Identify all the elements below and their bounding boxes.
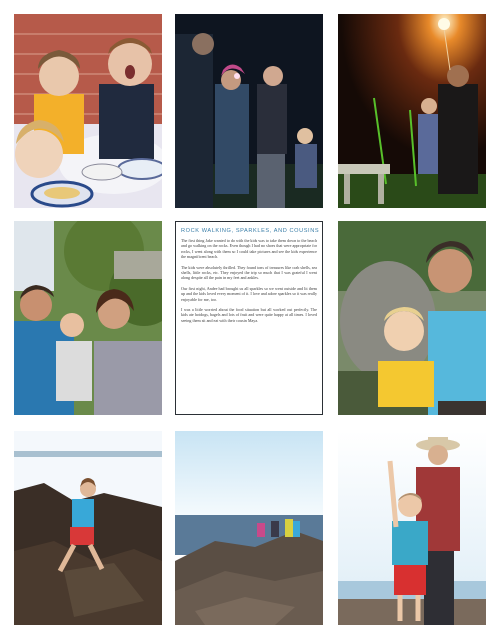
- journal-paragraph: Our first night, Andee had brought us all sparkles so we went outside and lit them up and the kids loved every moment of it. I love and adore sparkles so it was really enjoyable for me, too.: [181, 285, 317, 302]
- photo-kids-spaghetti: [14, 14, 162, 208]
- photo-sparkler-group: [175, 14, 323, 208]
- photo-beach-rocks: [175, 431, 323, 625]
- photo-sparkler-light: [338, 14, 486, 208]
- journal-paragraph: I was a little worried about the food situation but all worked out perfectly. The kids ate hotdogs, bagels and lots of fruit and were quite happy at all times. I loved seeing them sit and eat with their cousin Maya.: [181, 307, 317, 323]
- photo-boy-pointing: [338, 431, 486, 625]
- journal-paragraph: The kids were absolutely thrilled. They found tons of treasures like crab shells, sea shells, little rocks, etc. They enjoyed the trip so much that I was grateful I went along despite all the pain in my feet and ankles.: [181, 264, 317, 281]
- journal-card: [175, 221, 323, 415]
- journal-title: ROCK WALKING, SPARKLES, AND COUSINS: [181, 228, 320, 234]
- photo-father-son: [338, 221, 486, 415]
- journal-paragraph: The first thing Jake wanted to do with the kids was to take them down to the beach and go walking on the rocks. Even though I had no shoes that were appropriate for rocks, I went along with them so I could take pictures and see the kids experience the magnificent beach.: [181, 238, 317, 260]
- photo-rock-climbing: [14, 431, 162, 625]
- photo-family-portrait: [14, 221, 162, 415]
